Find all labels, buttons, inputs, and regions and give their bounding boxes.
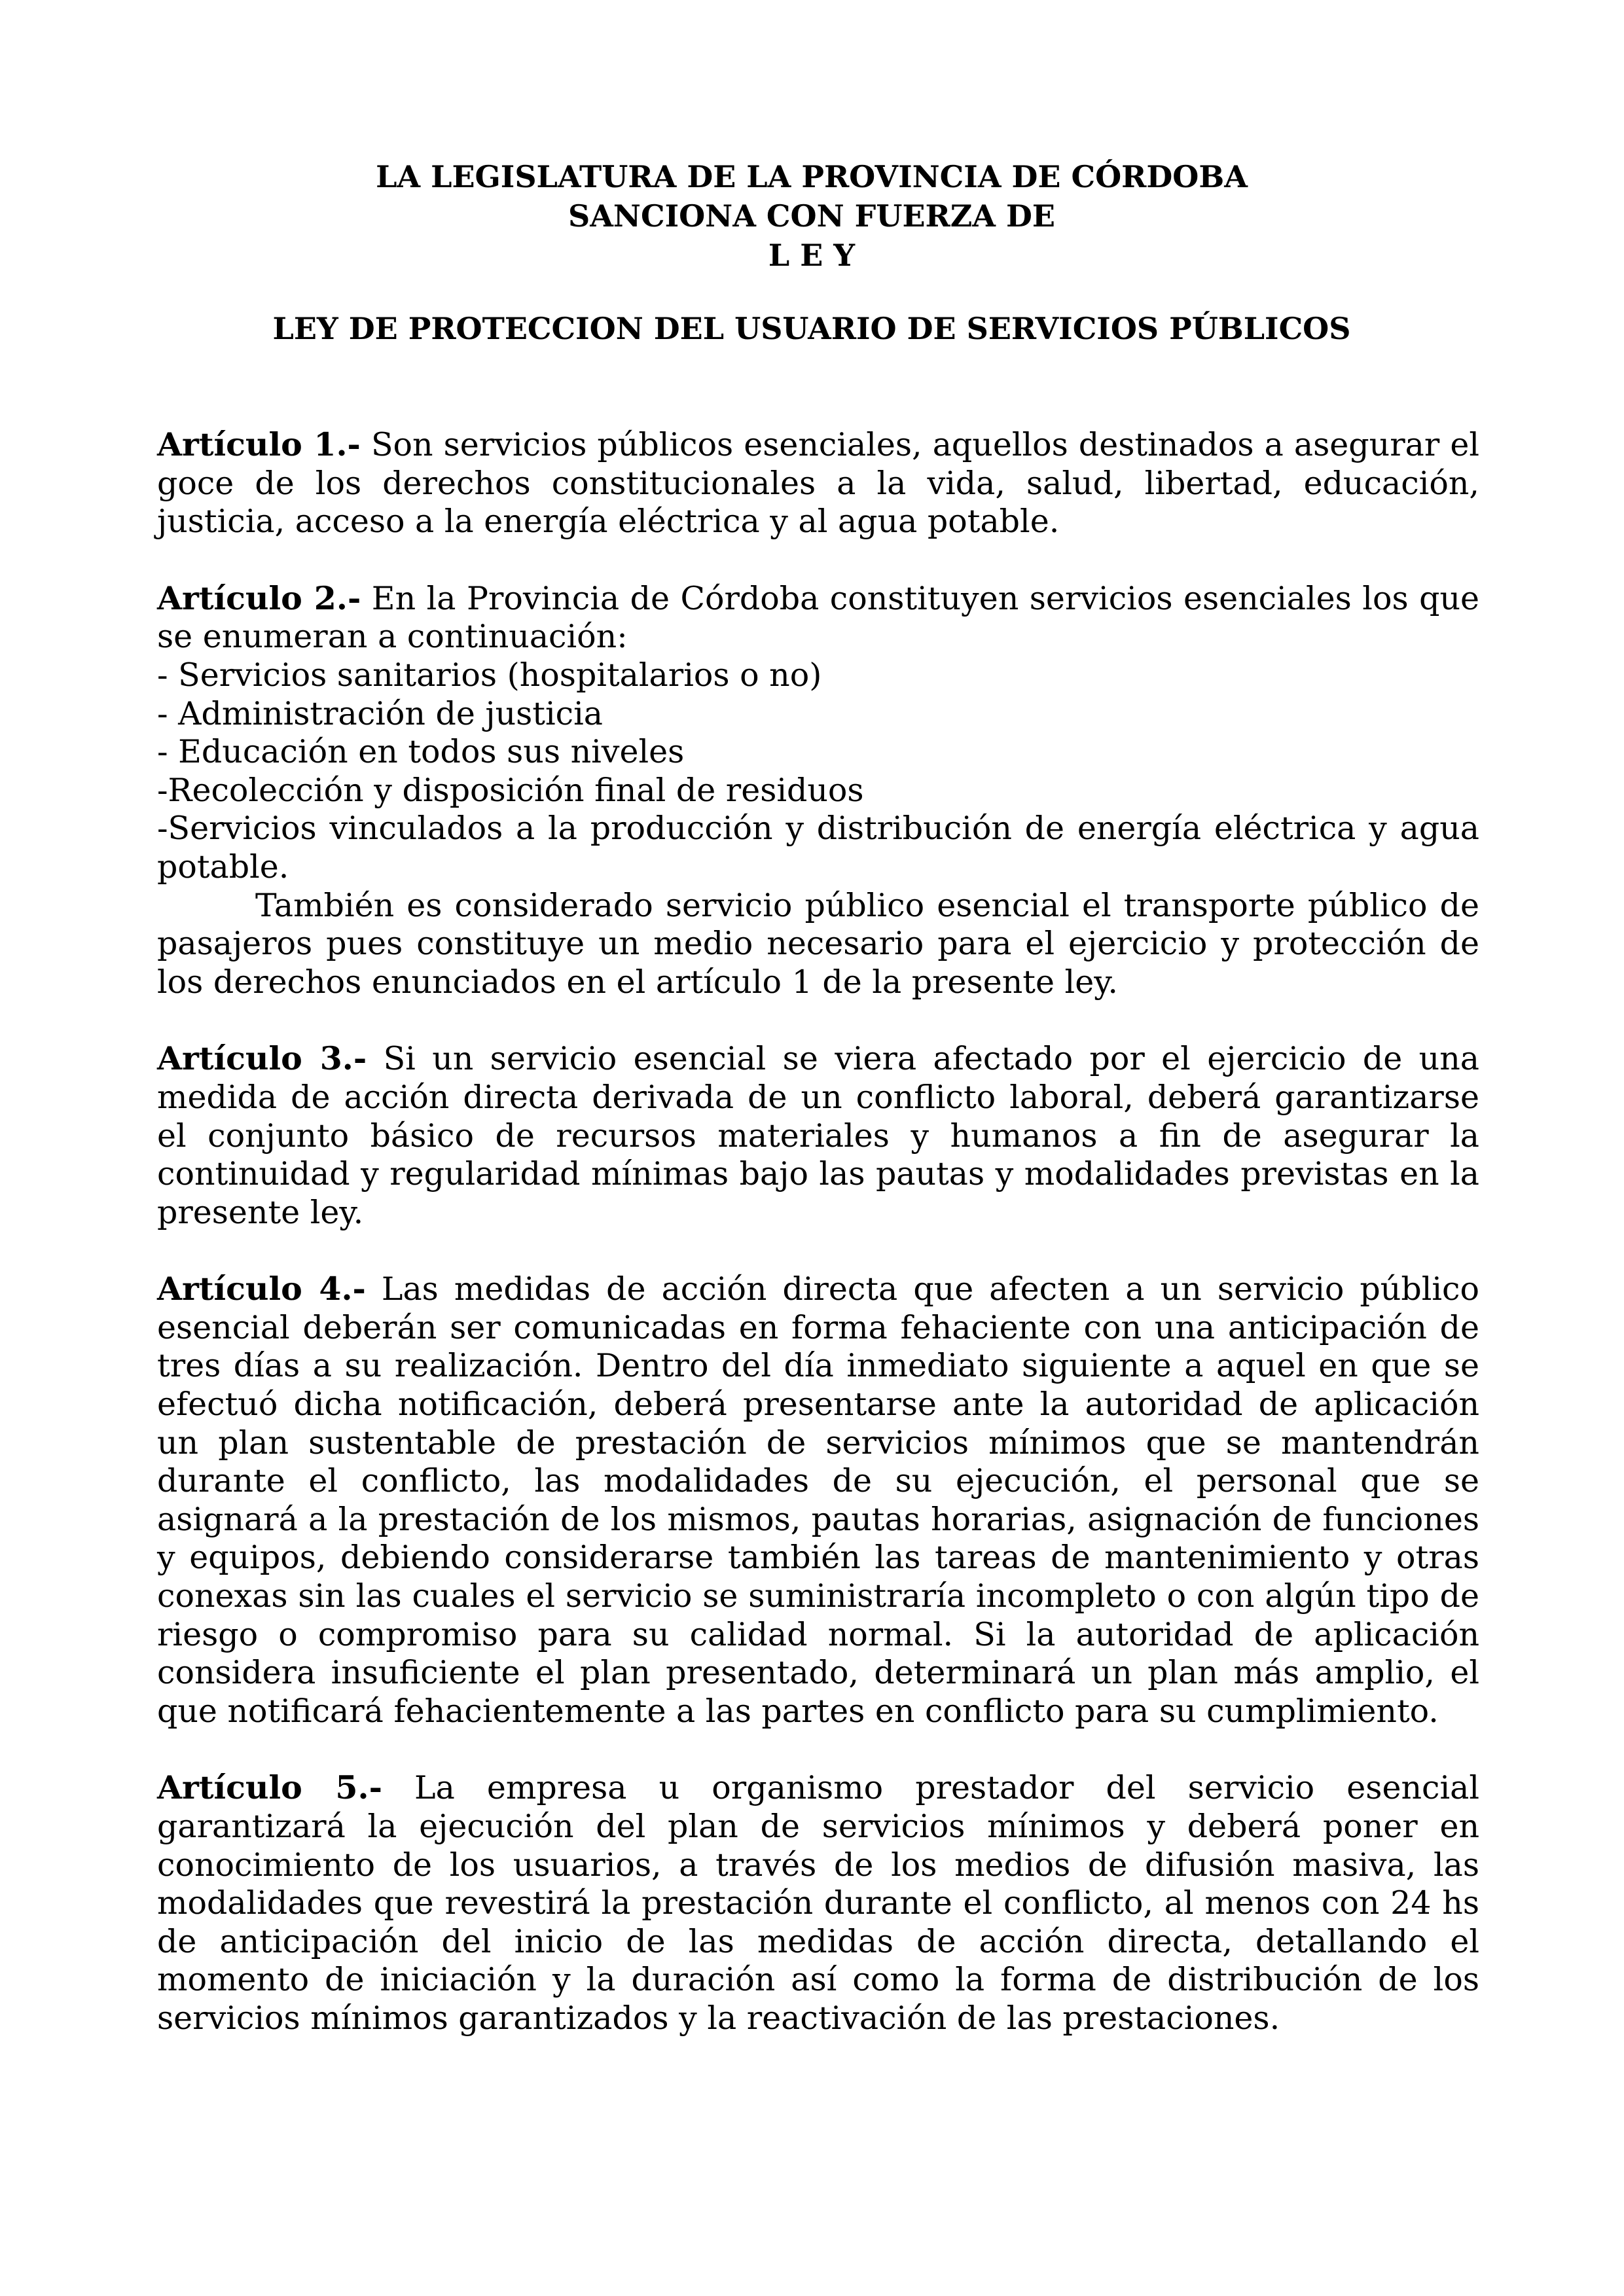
heading-line-3: L E Y [768, 238, 856, 273]
article-2-item-5: -Servicios vinculados a la producción y distribución de energía eléctrica y agua potable. [157, 810, 1479, 886]
article-1-label: Artículo 1.- [157, 425, 361, 463]
article-4 [157, 1270, 1479, 1731]
article-5-label: Artículo 5.- [157, 1768, 382, 1807]
article-2-extra: También es considerado servicio público esencial el transporte público de pasajeros pues constituye un medio necesario para el ejercicio y protección de los derechos enunciados en el artículo 1 de la presente ley. [157, 886, 1479, 1001]
article-1-text: Son servicios públicos esenciales, aquellos destinados a asegurar el goce de los derechos constitucionales a la vida, salud, libertad, educación, justicia, acceso a la energía eléctrica y al agua potable. [157, 426, 1480, 541]
article-1 [157, 425, 1479, 541]
document-body [157, 425, 1479, 2076]
article-5-text: La empresa u organismo prestador del servicio esencial garantizará la ejecución del plan de servicios mínimos y deberá poner en conocimiento de los usuarios, a través de los medios de difusión masiva, las modalidades que revestirá la prestación durante el conflicto, al menos con 24 hs de anticipación del inicio de las medidas de acción directa, detallando el momento de iniciación y la duración así como la forma de distribución de los servicios mínimos garantizados y la reactivación de las prestaciones. [157, 1769, 1479, 2037]
article-5 [157, 1768, 1479, 2037]
heading-line-2: SANCIONA CON FUERZA DE [568, 198, 1055, 234]
article-3-text: Si un servicio esencial se viera afectado por el ejercicio de una medida de acción directa derivada de un conflicto laboral, deberá garantizarse el conjunto básico de recursos materiales y humanos a fin de asegurar la continuidad y regularidad mínimas bajo las pautas y modalidades previstas en la presente ley. [157, 1040, 1479, 1231]
article-2-item-1: - Servicios sanitarios (hospitalarios o no) [157, 656, 822, 694]
article-2-label: Artículo 2.- [157, 579, 361, 617]
article-2-item-4: -Recolección y disposición final de residuos [157, 771, 864, 809]
article-4-label: Artículo 4.- [157, 1270, 366, 1308]
article-3-label: Artículo 3.- [157, 1039, 367, 1078]
article-2-text: En la Provincia de Córdoba constituyen servicios esenciales los que se enumeran a continuación: [157, 579, 1480, 656]
law-title: LEY DE PROTECCION DEL USUARIO DE SERVICIOS PÚBLICOS [272, 311, 1351, 346]
article-2-item-2: - Administración de justicia [157, 694, 603, 732]
article-4-text: Las medidas de acción directa que afecten a un servicio público esencial deberán ser comunicadas en forma fehaciente con una anticipación de tres días a su realización. Dentro del día inmediato siguiente a aquel en que se efectuó dicha notificación, deberá presentarse ante la autoridad de aplicación un plan sustentable de prestación de servicios mínimos que se mantendrán durante el conflicto, las modalidades de su ejecución, el personal que se asignará a la prestación de los mismos, pautas horarias, asignación de funciones y equipos, debiendo considerarse también las tareas de mantenimiento y otras conexas sin las cuales el servicio se suministraría incompleto o con algún tipo de riesgo o compromiso para su calidad normal. Si la autoridad de aplicación considera insuficiente el plan presentado, determinará un plan más amplio, el que notificará fehacientemente a las partes en conflicto para su cumplimiento. [157, 1270, 1479, 1730]
heading-line-1: LA LEGISLATURA DE LA PROVINCIA DE CÓRDOBA [376, 159, 1248, 194]
article-3 [157, 1039, 1479, 1232]
article-2 [157, 579, 1479, 1002]
document-heading [157, 157, 1466, 348]
article-2-item-3: - Educación en todos sus niveles [157, 733, 685, 771]
